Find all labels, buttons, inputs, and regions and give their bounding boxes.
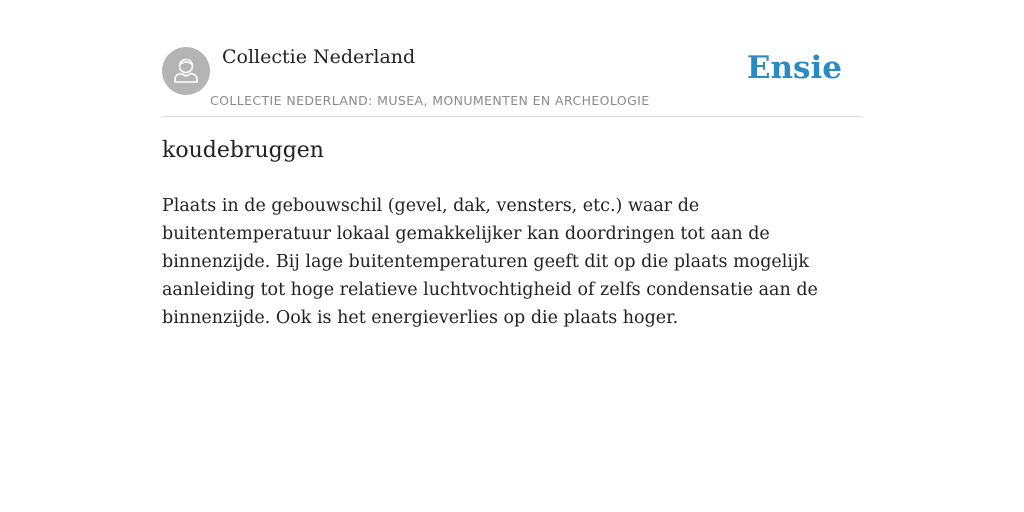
term-definition: Plaats in de gebouwschil (gevel, dak, vensters, etc.) waar de buitentemperatuur lokaal gemakkelijker kan doordringen tot aan de binnenzijde. Bij lage buitentemperaturen geeft dit op die plaats mogelijk aanleiding tot hoge relatieve luchtvochtigheid of zelfs condensatie aan de binnenzijde. Ook is het energieverlies op die plaats hoger. <box>162 196 818 328</box>
author-name[interactable]: Collectie Nederland <box>222 46 416 68</box>
brand-logo[interactable]: Ensie <box>746 50 842 86</box>
entry-header <box>162 40 862 117</box>
user-outline-icon <box>162 47 210 95</box>
collection-link[interactable]: COLLECTIE NEDERLAND: MUSEA, MONUMENTEN EN ARCHEOLOGIE <box>210 93 650 108</box>
avatar[interactable] <box>162 47 210 95</box>
term-title: koudebruggen <box>162 138 324 163</box>
